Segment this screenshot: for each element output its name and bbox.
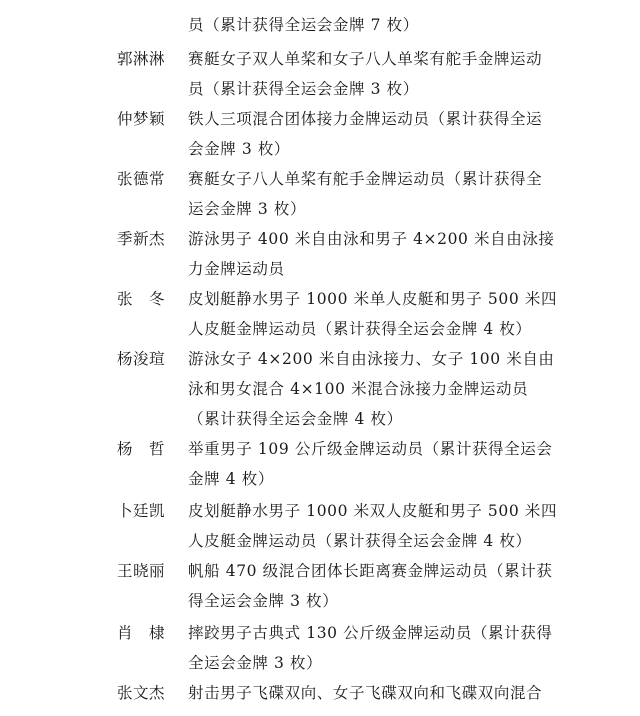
description-line: 赛艇女子双人单桨和女子八人单桨有舵手金牌运动 [188,50,543,68]
description-line: 员（累计获得全运会金牌 7 枚） [188,16,419,34]
description-line: 赛艇女子八人单桨有舵手金牌运动员（累计获得全 [188,170,543,188]
award-description [188,678,560,708]
athlete-name: 卜廷凯 [117,502,166,520]
athlete-name: 张 冬 [117,290,166,308]
description-line: 金牌 4 枚） [188,470,274,488]
athlete-name: 杨浚瑄 [117,350,166,368]
description-line: 皮划艇静水男子 1000 米双人皮艇和男子 500 米四 [188,502,558,520]
description-line: 游泳男子 400 米自由泳和男子 4×200 米自由泳接 [188,230,555,248]
description-line: 会金牌 3 枚） [188,140,291,158]
award-description [188,224,560,284]
award-description [188,104,560,164]
award-description [188,344,560,434]
description-line: 运会金牌 3 枚） [188,200,307,218]
description-line: 力金牌运动员 [188,260,285,278]
description-line: 帆船 470 级混合团体长距离赛金牌运动员（累计获 [188,562,553,580]
description-line: 游泳女子 4×200 米自由泳接力、女子 100 米自由 [188,350,555,368]
athlete-name: 肖 棣 [117,624,166,642]
description-line: 得全运会金牌 3 枚） [188,592,339,610]
award-description [188,434,560,494]
athlete-name: 张德常 [117,170,166,188]
award-description [188,10,560,40]
description-line: 全运会金牌 3 枚） [188,654,323,672]
description-line: 人皮艇金牌运动员（累计获得全运会金牌 4 枚） [188,532,532,550]
award-description [188,164,560,224]
description-line: 射击男子飞碟双向、女子飞碟双向和飞碟双向混合 [188,684,543,702]
award-description [188,618,560,678]
athlete-name: 郭淋淋 [117,50,166,68]
description-line: 员（累计获得全运会金牌 3 枚） [188,80,419,98]
description-line: 铁人三项混合团体接力金牌运动员（累计获得全运 [188,110,543,128]
athlete-name: 张文杰 [117,684,166,702]
award-description [188,556,560,616]
description-line: 泳和男女混合 4×100 米混合泳接力金牌运动员 [188,380,529,398]
award-description [188,284,560,344]
award-description [188,44,560,104]
description-line: 摔跤男子古典式 130 公斤级金牌运动员（累计获得 [188,624,553,642]
athlete-name: 仲梦颖 [117,110,166,128]
award-description [188,496,560,556]
description-line: 举重男子 109 公斤级金牌运动员（累计获得全运会 [188,440,553,458]
athlete-name: 王晓丽 [117,562,166,580]
athlete-name: 季新杰 [117,230,166,248]
description-line: 皮划艇静水男子 1000 米单人皮艇和男子 500 米四 [188,290,558,308]
description-line: （累计获得全运会金牌 4 枚） [188,410,403,428]
description-line: 人皮艇金牌运动员（累计获得全运会金牌 4 枚） [188,320,532,338]
athlete-name: 杨 哲 [117,440,166,458]
